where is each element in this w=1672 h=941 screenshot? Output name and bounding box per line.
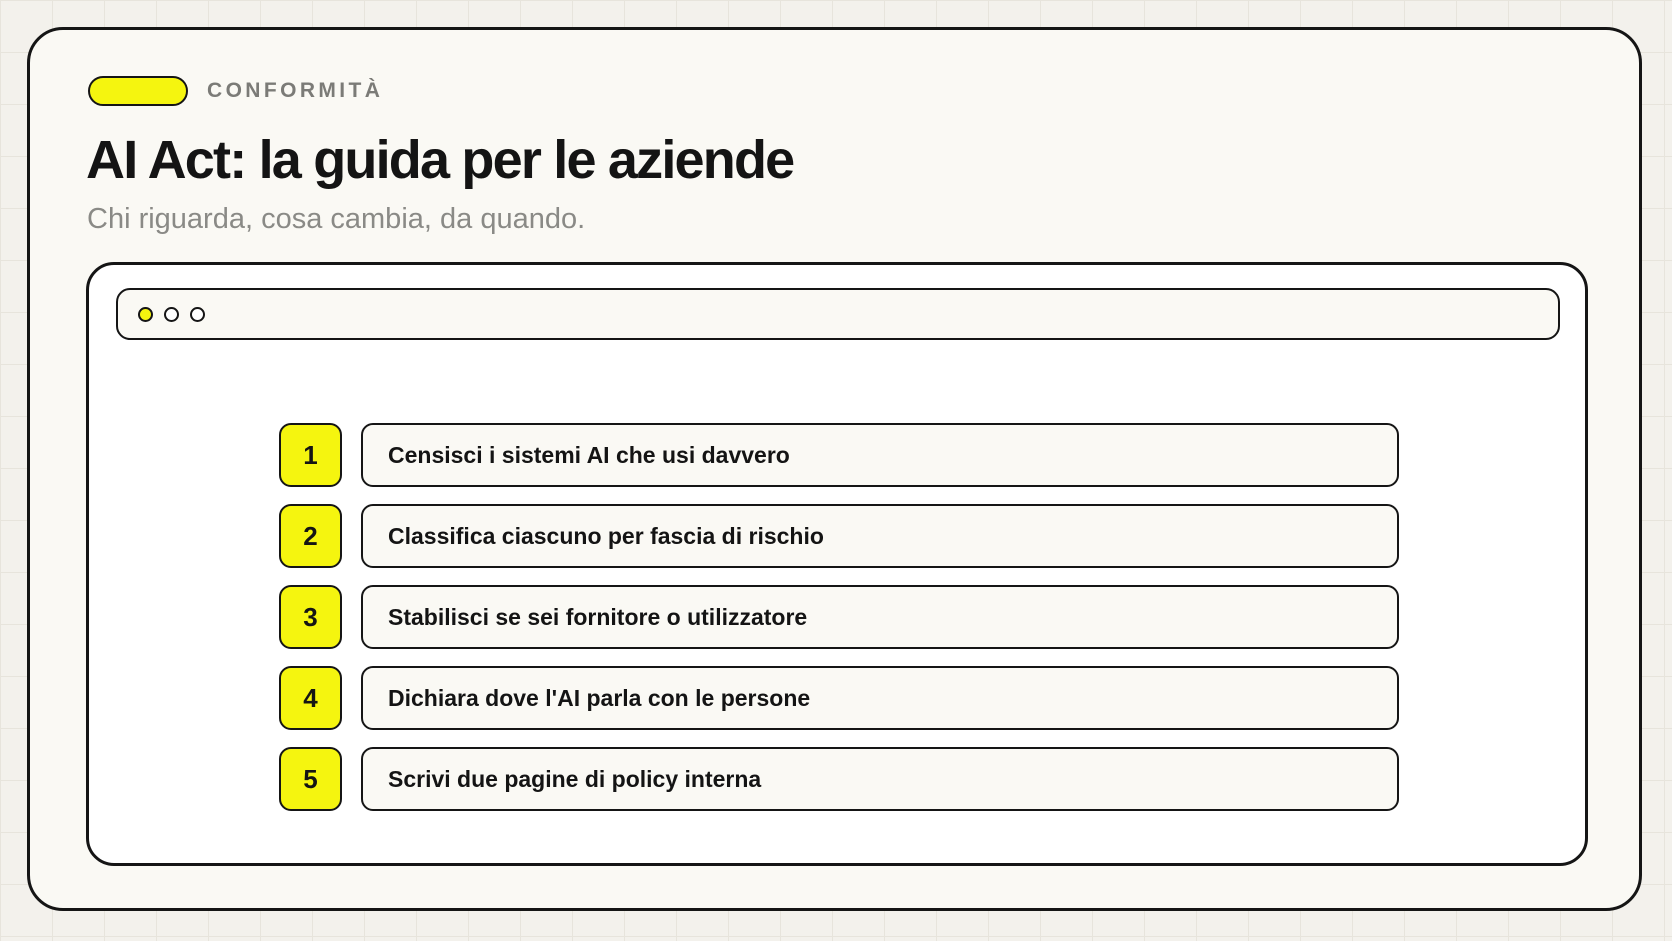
step-number: 4 <box>279 666 342 730</box>
step-number: 2 <box>279 504 342 568</box>
page-subtitle: Chi riguarda, cosa cambia, da quando. <box>87 203 586 235</box>
browser-window <box>86 262 1588 866</box>
step-box <box>361 423 1399 487</box>
step-label: Stabilisci se sei fornitore o utilizzatore <box>388 603 808 630</box>
eyebrow-label: CONFORMITÀ <box>207 79 384 102</box>
step-label: Dichiara dove l'AI parla con le persone <box>388 684 811 711</box>
step-item <box>279 747 1399 811</box>
step-box <box>361 585 1399 649</box>
step-number: 3 <box>279 585 342 649</box>
step-number: 1 <box>279 423 342 487</box>
step-item <box>279 504 1399 568</box>
slide-card <box>27 27 1642 911</box>
step-box <box>361 666 1399 730</box>
page-title: AI Act: la guida per le aziende <box>86 130 794 190</box>
step-label: Classifica ciascuno per fascia di rischio <box>388 522 824 549</box>
window-dot-icon <box>138 307 153 322</box>
window-dot-icon <box>164 307 179 322</box>
step-box <box>361 747 1399 811</box>
eyebrow <box>88 75 383 107</box>
step-box <box>361 504 1399 568</box>
steps-list <box>279 423 1399 828</box>
step-label: Censisci i sistemi AI che usi davvero <box>388 441 790 468</box>
window-dot-icon <box>190 307 205 322</box>
step-label: Scrivi due pagine di policy interna <box>388 765 762 792</box>
window-bar <box>116 288 1560 340</box>
step-number: 5 <box>279 747 342 811</box>
step-item <box>279 585 1399 649</box>
eyebrow-pill <box>88 76 188 106</box>
step-item <box>279 423 1399 487</box>
step-item <box>279 666 1399 730</box>
